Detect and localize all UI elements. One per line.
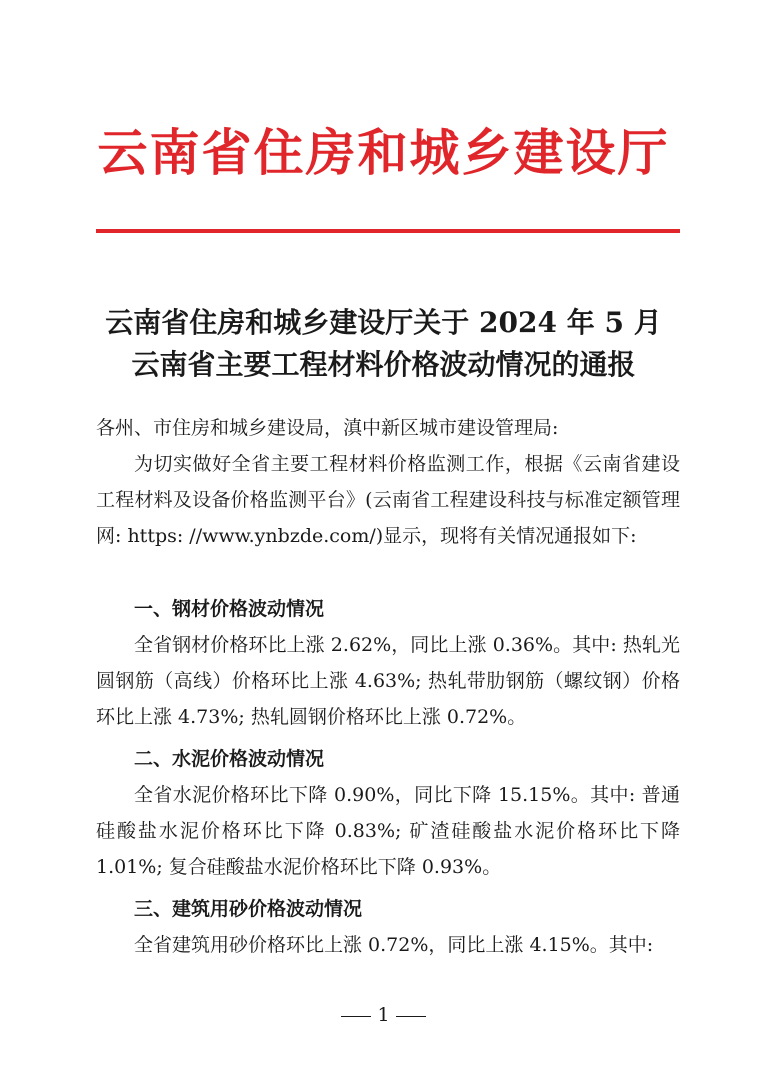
page-number-dash-left <box>341 1016 371 1017</box>
document-title-line-1: 云南省住房和城乡建设厅关于 2024 年 5 月 <box>105 306 662 339</box>
section-body-cement: 全省水泥价格环比下降 0.90%，同比下降 15.15%。其中: 普通硅酸盐水泥价格环比下降 0.83%; 矿渣硅酸盐水泥价格环比下降 1.01%; 复合硅酸盐水泥价格环比下降 0.93%。 <box>96 784 680 878</box>
section-heading-steel: 一、钢材价格波动情况 <box>134 598 325 620</box>
agency-header: 云南省住房和城乡建设厅 <box>97 123 670 182</box>
page-number-dash-right <box>396 1016 426 1017</box>
intro-paragraph: 为切实做好全省主要工程材料价格监测工作，根据《云南省建设工程材料及设备价格监测平台》(云南省工程建设科技与标准定额管理网: https: //www.ynbzde.com/)显示，现将有关情况通报如下: <box>96 453 680 547</box>
section-body-steel: 全省钢材价格环比上涨 2.62%，同比上涨 0.36%。其中: 热轧光圆钢筋（高线）价格环比上涨 4.63%; 热轧带肋钢筋（螺纹钢）价格环比上涨 4.73%; 热轧圆钢价格环比上涨 0.72%。 <box>96 634 680 728</box>
section-heading-sand: 三、建筑用砂价格波动情况 <box>134 898 363 920</box>
section-body-sand: 全省建筑用砂价格环比上涨 0.72%，同比上涨 4.15%。其中: <box>134 934 654 956</box>
page-number <box>0 1004 767 1026</box>
page-number-value: 1 <box>377 1004 390 1026</box>
section-heading-cement: 二、水泥价格波动情况 <box>134 748 325 770</box>
red-header-rule <box>96 229 680 233</box>
addressee: 各州、市住房和城乡建设局，滇中新区城市建设管理局: <box>96 417 559 439</box>
document-title-line-2: 云南省主要工程材料价格波动情况的通报 <box>131 348 636 381</box>
